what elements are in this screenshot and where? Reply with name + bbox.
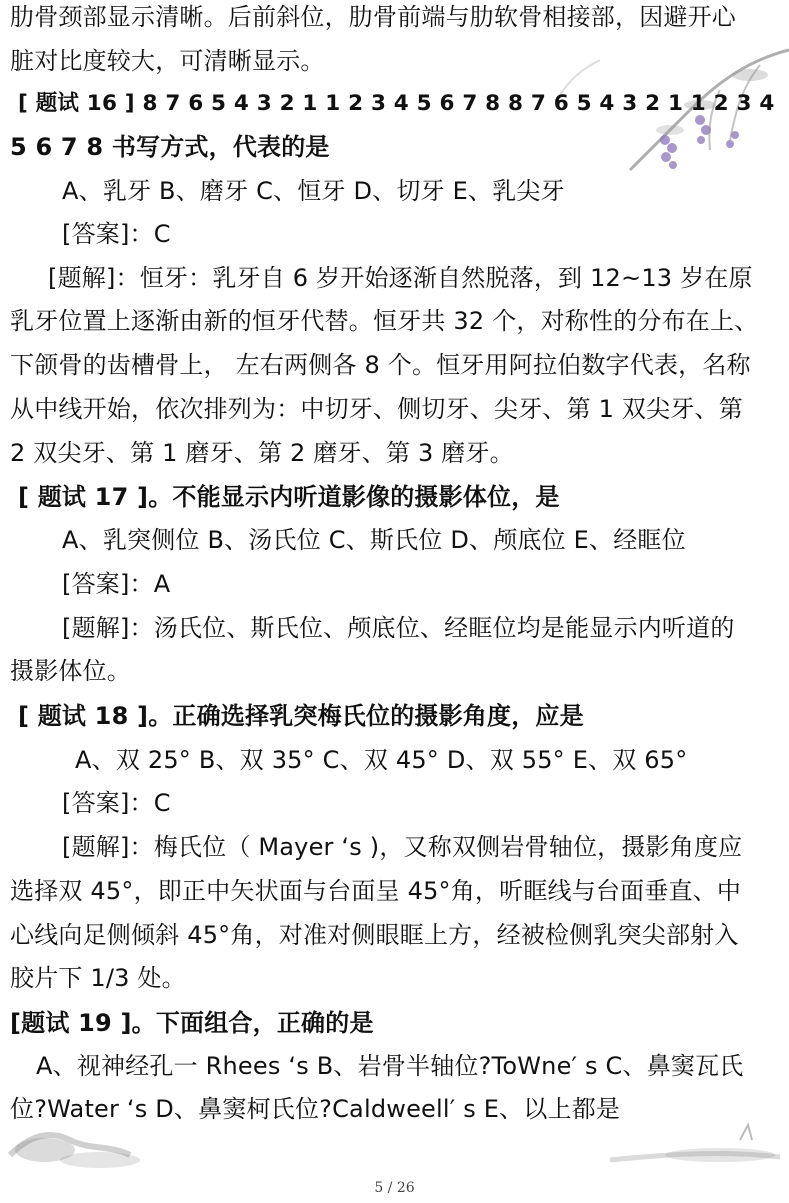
question-18-heading: [ 题试 18 ]。正确选择乳突梅氏位的摄影角度，应是 <box>18 702 584 730</box>
question-16-explanation: [题解]：恒牙：乳牙自 6 岁开始逐渐自然脱落，到 12~13 岁在原 <box>48 264 753 292</box>
question-18-explanation: 胶片下 1/3 处。 <box>10 964 186 992</box>
question-17-explanation: 摄影体位。 <box>10 657 131 685</box>
question-18-explanation: 选择双 45°，即正中矢状面与台面呈 45°角，听眶线与台面垂直、中 <box>10 877 742 905</box>
question-16-heading: [ 题试 16 ] 8 7 6 5 4 3 2 1 1 2 3 4 5 6 7 8 8 7 6 5 4 3 2 1 1 2 3 4 <box>18 91 775 116</box>
question-18-explanation: 心线向足侧倾斜 45°角，对准对侧眼眶上方，经被检侧乳突尖部射入 <box>10 921 739 949</box>
question-16-heading-continued: 5 6 7 8 书写方式，代表的是 <box>10 133 330 161</box>
question-19-options: A、视神经孔一 Rhees ‘s B、岩骨半轴位?ToWne′ s C、鼻窦瓦氏 <box>36 1052 744 1080</box>
question-19-options: 位?Water ‘s D、鼻窦柯氏位?Caldweell′ s E、以上都是 <box>10 1095 621 1123</box>
question-18-answer: [答案]：C <box>62 789 171 817</box>
question-17-answer: [答案]：A <box>62 570 171 598</box>
question-16-explanation: 从中线开始，依次排列为：中切牙、侧切牙、尖牙、第 1 双尖牙、第 <box>10 395 743 423</box>
question-17-options: A、乳突侧位 B、汤氏位 C、斯氏位 D、颅底位 E、经眶位 <box>62 526 686 554</box>
body-text-line: 脏对比度较大，可清晰显示。 <box>10 47 325 75</box>
question-18-options: A、双 25° B、双 35° C、双 45° D、双 55° E、双 65° <box>75 746 688 774</box>
question-16-explanation: 2 双尖牙、第 1 磨牙、第 2 磨牙、第 3 磨牙。 <box>10 439 514 467</box>
question-16-explanation: 乳牙位置上逐渐由新的恒牙代替。恒牙共 32 个，对称性的分布在上、 <box>10 307 759 335</box>
question-18-explanation: [题解]：梅氏位（ Mayer ‘s )，又称双侧岩骨轴位，摄影角度应 <box>62 833 743 861</box>
question-16-explanation: 下颌骨的齿槽骨上， 左右两侧各 8 个。恒牙用阿拉伯数字代表，名称 <box>10 351 751 379</box>
question-17-explanation: [题解]：汤氏位、斯氏位、颅底位、经眶位均是能显示内听道的 <box>62 614 735 642</box>
page-number: 5 / 26 <box>374 1180 415 1196</box>
question-19-heading: [题试 19 ]。下面组合，正确的是 <box>10 1009 374 1037</box>
question-17-heading: [ 题试 17 ]。不能显示内听道影像的摄影体位，是 <box>18 483 560 511</box>
body-text-line: 肋骨颈部显示清晰。后前斜位，肋骨前端与肋软骨相接部，因避开心 <box>10 3 736 31</box>
question-16-options: A、乳牙 B、磨牙 C、恒牙 D、切牙 E、乳尖牙 <box>62 177 565 205</box>
question-16-answer: [答案]：C <box>62 220 171 248</box>
